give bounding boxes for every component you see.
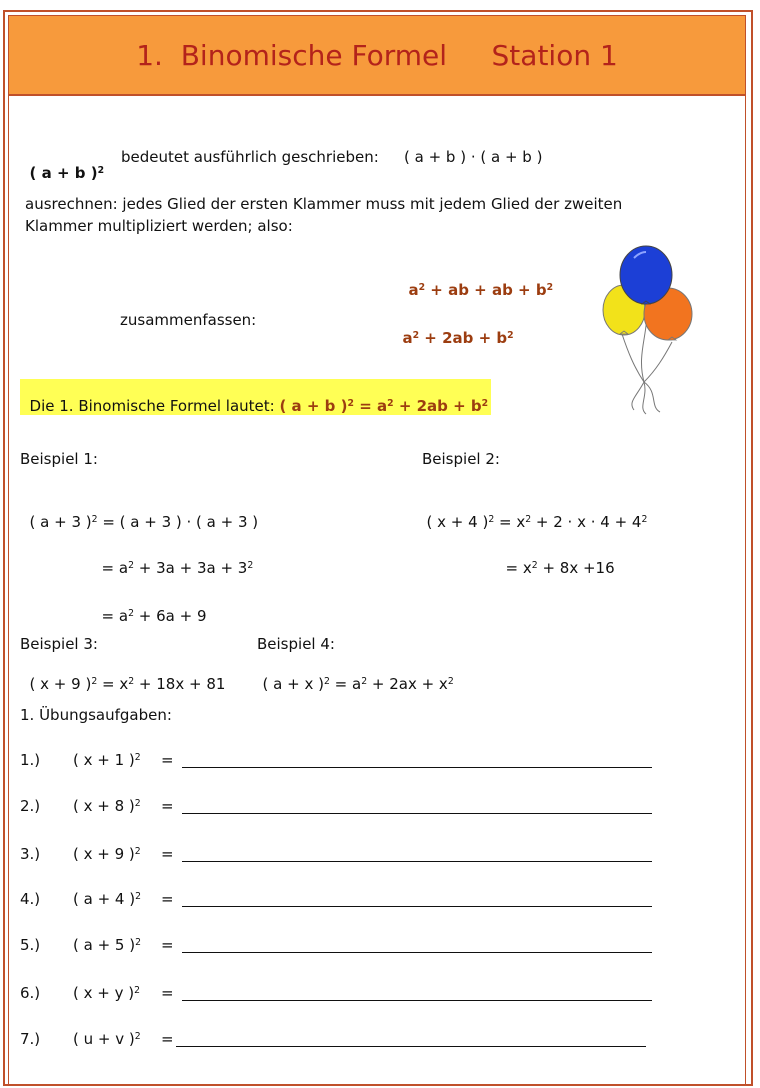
example-2-line-1: ( x + 4 )$^2 = x^2 + 2 \cdot x \cdot 4 + 4^2$: [426, 513, 648, 531]
example-3-line-1: ( x + 9 )$^2 = x^2 + 18x + 81$: [29, 675, 226, 693]
answer-line[interactable]: [182, 1000, 652, 1001]
answer-line[interactable]: [182, 813, 652, 814]
exercise-expression: ( u + v )$^2$: [73, 1030, 141, 1048]
page-title: 1. Binomische Formel Station 1: [136, 39, 618, 72]
exercise-number: 3.): [20, 845, 41, 863]
example-4-label: Beispiel 4:: [257, 635, 335, 653]
explanation-line-1: ausrechnen: jedes Glied der ersten Klammer muss mit jedem Glied der zweiten: [25, 195, 623, 213]
expand-result: $a^2$ + ab + ab + $b^2$: [408, 281, 554, 299]
exercise-expression: ( a + 5 )$^2$: [73, 936, 142, 954]
exercise-equals: =: [161, 751, 174, 769]
exercise-number: 4.): [20, 890, 41, 908]
exercise-expression: ( x + 9 )$^2$: [73, 845, 141, 863]
formula-statement: [20, 379, 491, 415]
example-1-label: Beispiel 1:: [20, 450, 98, 468]
answer-line[interactable]: [182, 906, 652, 907]
exercise-expression: ( a + 4 )$^2$: [73, 890, 142, 908]
combine-label: zusammenfassen:: [120, 311, 257, 329]
title-banner: [9, 16, 745, 96]
example-1-line-2: = $a^2 + 3a + 3a + 3^2$: [101, 559, 254, 577]
example-1-line-1: ( a + 3 )$^2$ = ( a + 3 ) · ( a + 3 ): [29, 513, 259, 531]
example-1-line-3: = $a^2 + 6a + 9$: [101, 607, 207, 625]
explanation-line-2: Klammer multipliziert werden; also:: [25, 217, 293, 235]
example-2-label: Beispiel 2:: [422, 450, 500, 468]
example-4-line-1: ( a + x )$^2 = a^2 + 2ax + x^2$: [262, 675, 454, 693]
combine-result: $a^2 + 2ab + b^2$: [402, 329, 514, 347]
exercise-expression: ( x + 8 )$^2$: [73, 797, 141, 815]
exercise-number: 2.): [20, 797, 41, 815]
balloons-illustration: [598, 242, 698, 420]
answer-line[interactable]: [182, 952, 652, 953]
answer-line[interactable]: [182, 861, 652, 862]
intro-means-text: bedeutet ausführlich geschrieben:: [121, 148, 379, 166]
exercise-equals: =: [161, 1030, 174, 1048]
exercise-equals: =: [161, 845, 174, 863]
exercise-equals: =: [161, 797, 174, 815]
intro-expr-exp: 2: [97, 164, 105, 176]
intro-expr-base: ( a + b ): [29, 164, 98, 182]
intro-expression: [20, 146, 104, 182]
example-2-line-2: = $x^2 + 8x +16$: [505, 559, 615, 577]
formula-expression: ( a + b )$^2 = a^2 + 2ab + b^2$: [279, 397, 489, 415]
formula-label: Die 1. Binomische Formel lautet:: [29, 397, 280, 415]
blue-balloon: [620, 246, 672, 304]
exercise-equals: =: [161, 984, 174, 1002]
exercise-equals: =: [161, 890, 174, 908]
example-3-label: Beispiel 3:: [20, 635, 98, 653]
exercise-expression: ( x + y )$^2$: [73, 984, 141, 1002]
intro-expanded: ( a + b ) · ( a + b ): [404, 148, 543, 166]
exercise-expression: ( x + 1 )$^2$: [73, 751, 141, 769]
answer-line[interactable]: [176, 1046, 646, 1047]
exercise-number: 6.): [20, 984, 41, 1002]
exercise-number: 7.): [20, 1030, 41, 1048]
exercises-heading: 1. Übungsaufgaben:: [20, 706, 172, 724]
exercise-equals: =: [161, 936, 174, 954]
answer-line[interactable]: [182, 767, 652, 768]
exercise-number: 1.): [20, 751, 41, 769]
exercise-number: 5.): [20, 936, 41, 954]
